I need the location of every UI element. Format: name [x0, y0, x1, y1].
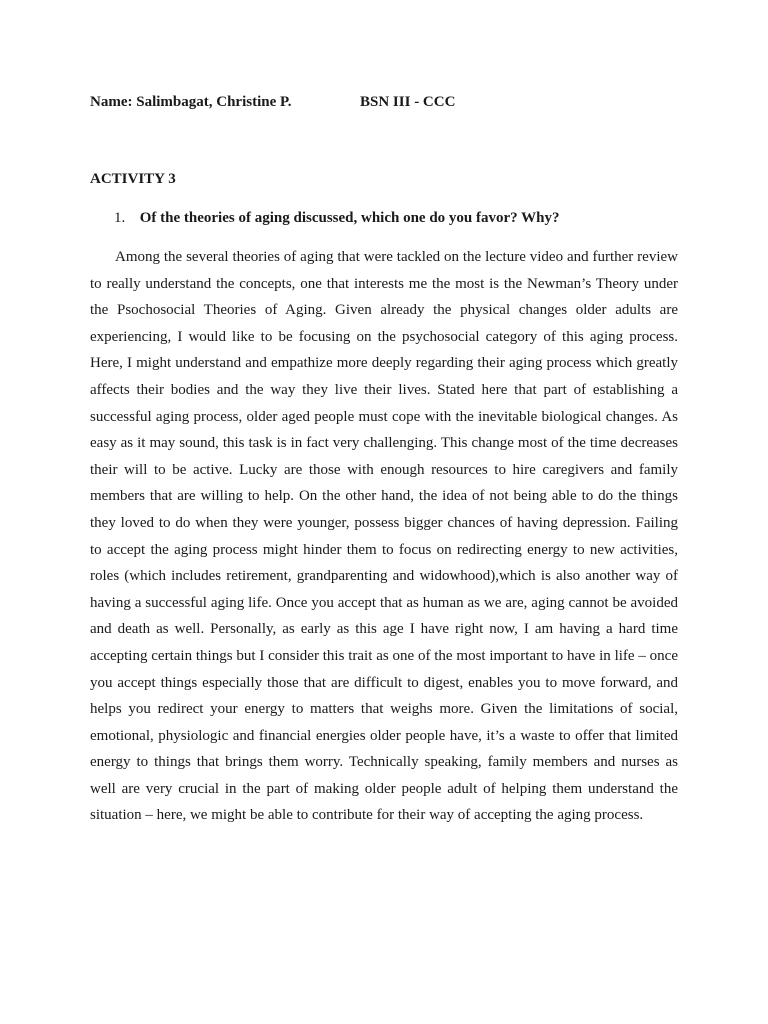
student-name: Name: Salimbagat, Christine P.	[90, 94, 292, 110]
answer-paragraph: Among the several theories of aging that were tackled on the lecture video and further review to really understand the concepts, one that interests me the most is the Newman’s Theory under the Psochosocial Theories of Aging. Given already the physical changes older adults are experiencing, I would like to be focusing on the psychosocial category of this aging process. Here, I might understand and empathize more deeply regarding their aging process which greatly affects their bodies and the way they live their lives. Stated here that part of establishing a successful aging process, older aged people must cope with the inevitable biological changes. As easy as it may sound, this task is in fact very challenging. This change most of the time decreases their will to be active. Lucky are those with enough resources to hire caregivers and family members that are willing to help. On the other hand, the idea of not being able to do the things they loved to do when they were younger, possess bigger chances of having depression. Failing to accept the aging process might hinder them to focus on redirecting energy to new activities, roles (which includes retirement, grandparenting and widowhood),which is also another way of having a successful aging life. Once you accept that as human as we are, aging cannot be avoided and death as well. Personally, as early as this age I have right now, I am having a hard time accepting certain things but I consider this trait as one of the most important to have in life – once you accept things especially those that are difficult to digest, enables you to move forward, and helps you redirect your energy to matters that weighs more. Given the limitations of social, emotional, physiologic and financial energies older people have, it’s a waste to offer that limited energy to things that brings them worry. Technically speaking, family members and nurses as well are very crucial in the part of making older people adult of helping them understand the situation – here, we might be able to contribute for their way of accepting the aging process.	[90, 249, 678, 824]
question-item	[114, 210, 560, 227]
course-section: BSN III - CCC	[360, 94, 456, 110]
activity-title: ACTIVITY 3	[90, 171, 176, 187]
question-number: 1.	[114, 210, 126, 226]
student-header	[90, 94, 456, 111]
question-text: Of the theories of aging discussed, which one do you favor? Why?	[139, 210, 560, 226]
